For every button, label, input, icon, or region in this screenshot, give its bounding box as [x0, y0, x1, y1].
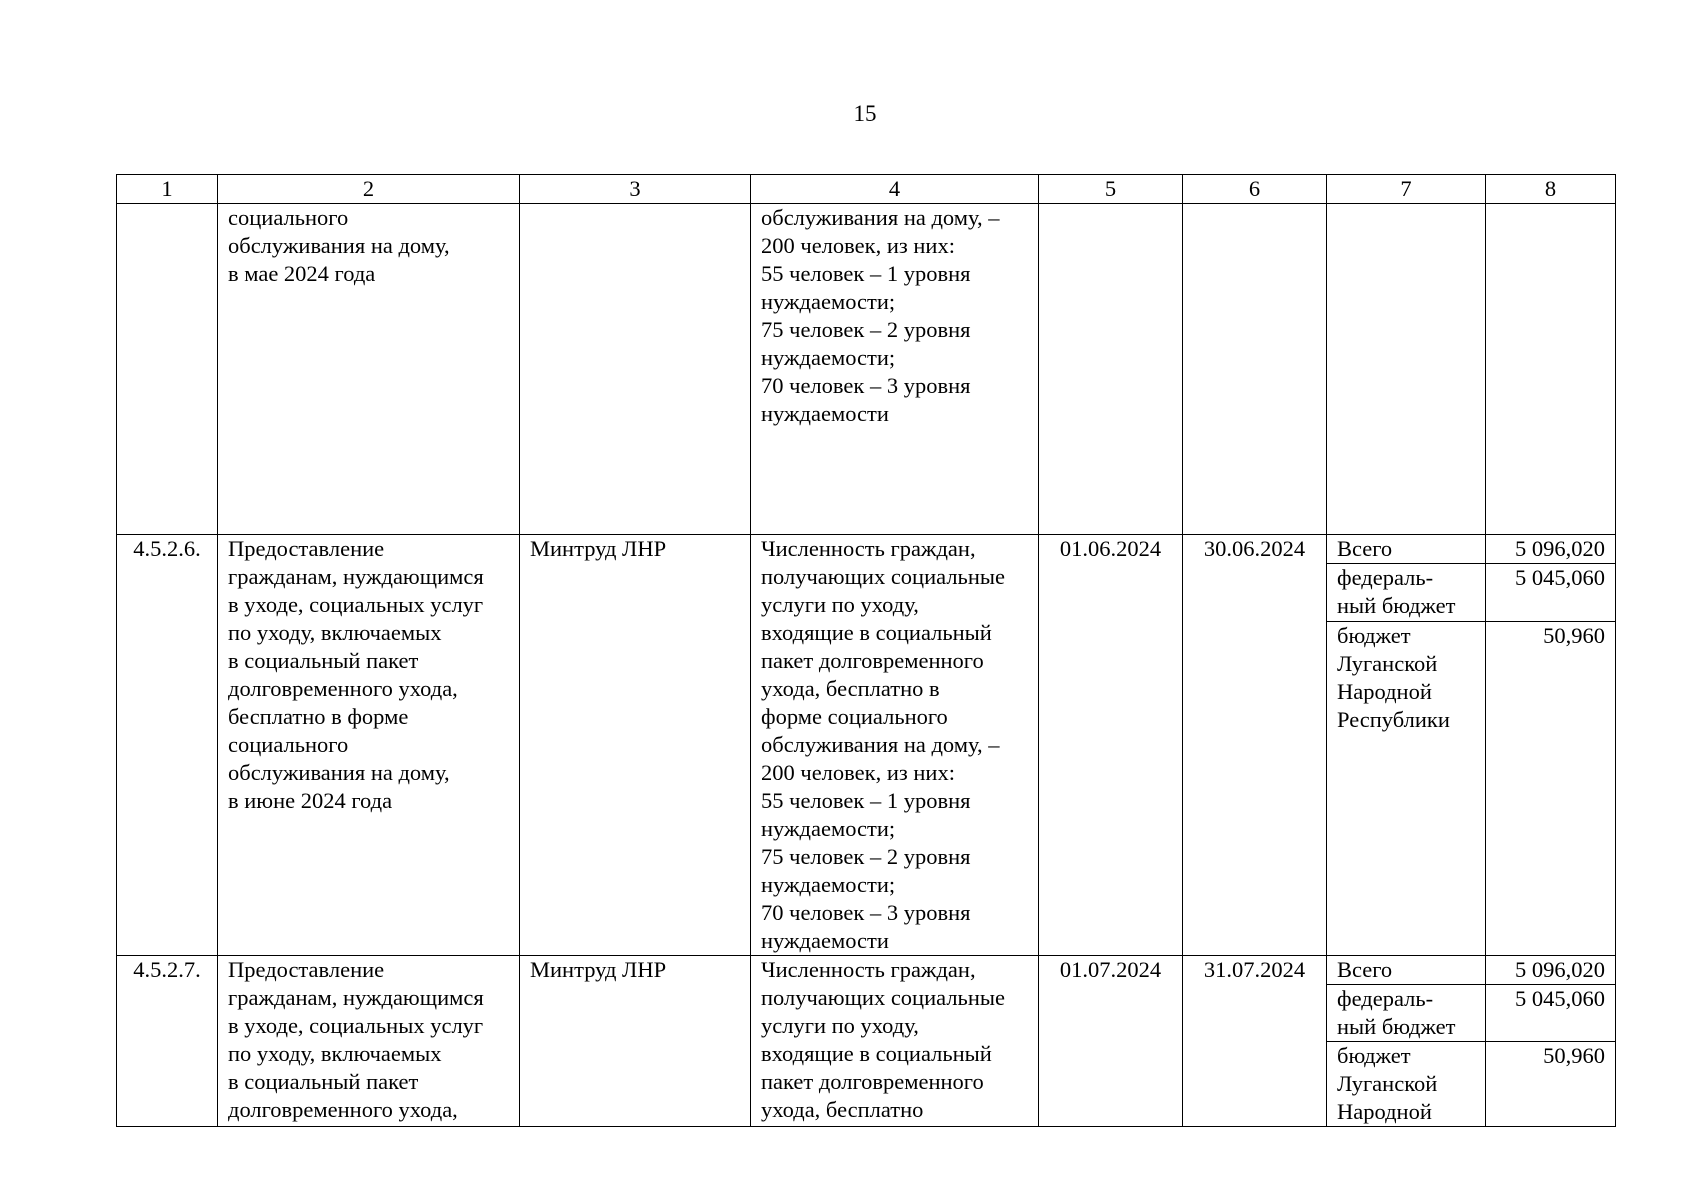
activity-name-cell: социального обслуживания на дому, в мае 2024 года [218, 204, 520, 535]
funding-amount-cell: 5 096,020 [1486, 956, 1616, 985]
table-row-continued [117, 204, 1616, 535]
column-header: 3 [520, 175, 751, 204]
column-header: 8 [1486, 175, 1616, 204]
column-header: 4 [751, 175, 1039, 204]
column-header: 5 [1039, 175, 1183, 204]
end-date-cell: 31.07.2024 [1183, 956, 1327, 1127]
executor-cell [520, 204, 751, 535]
activities-table [116, 174, 1616, 1127]
column-header: 7 [1327, 175, 1486, 204]
start-date-cell [1039, 204, 1183, 535]
result-cell: обслуживания на дому, – 200 человек, из них: 55 человек – 1 уровня нуждаемости; 75 человек – 2 уровня нуждаемости; 70 человек – 3 уровня нуждаемости [751, 204, 1039, 535]
funding-amount-cell: 5 096,020 [1486, 535, 1616, 564]
row-number-cell [117, 204, 218, 535]
page-number: 15 [853, 101, 877, 126]
result-cell: Численность граждан, получающих социальные услуги по уходу, входящие в социальный пакет долговременного ухода, бесплатно в форме социального обслуживания на дому, – 200 человек, из них: 55 человек – 1 уровня нуждаемости; 75 человек – 2 уровня нуждаемости; 70 человек – 3 уровня нуждаемости [751, 535, 1039, 956]
funding-amount-cell: 5 045,060 [1486, 985, 1616, 1042]
row-number-cell: 4.5.2.7. [117, 956, 218, 1127]
result-cell: Численность граждан, получающих социальные услуги по уходу, входящие в социальный пакет долговременного ухода, бесплатно [751, 956, 1039, 1127]
column-header: 2 [218, 175, 520, 204]
funding-amount-cell: 50,960 [1486, 1042, 1616, 1127]
funding-source-cell: Всего [1327, 956, 1486, 985]
table-header-row [117, 175, 1616, 204]
table-row [117, 535, 1616, 564]
funding-source-cell: бюджет Луганской Народной [1327, 1042, 1486, 1127]
end-date-cell: 30.06.2024 [1183, 535, 1327, 956]
funding-amount-cell [1486, 204, 1616, 535]
executor-cell: Минтруд ЛНР [520, 535, 751, 956]
funding-amount-cell: 50,960 [1486, 621, 1616, 955]
funding-source-cell: Всего [1327, 535, 1486, 564]
start-date-cell: 01.07.2024 [1039, 956, 1183, 1127]
activity-name-cell: Предоставление гражданам, нуждающимся в уходе, социальных услуг по уходу, включаемых в социальный пакет долговременного ухода, [218, 956, 520, 1127]
funding-amount-cell: 5 045,060 [1486, 564, 1616, 622]
funding-source-cell: федераль- ный бюджет [1327, 564, 1486, 622]
end-date-cell [1183, 204, 1327, 535]
funding-source-cell [1327, 204, 1486, 535]
activity-name-cell: Предоставление гражданам, нуждающимся в уходе, социальных услуг по уходу, включаемых в социальный пакет долговременного ухода, бесплатно в форме социального обслуживания на дому, в июне 2024 года [218, 535, 520, 956]
row-number-cell: 4.5.2.6. [117, 535, 218, 956]
table-row [117, 956, 1616, 985]
column-header: 1 [117, 175, 218, 204]
funding-source-cell: бюджет Луганской Народной Республики [1327, 621, 1486, 955]
column-header: 6 [1183, 175, 1327, 204]
start-date-cell: 01.06.2024 [1039, 535, 1183, 956]
funding-source-cell: федераль- ный бюджет [1327, 985, 1486, 1042]
executor-cell: Минтруд ЛНР [520, 956, 751, 1127]
